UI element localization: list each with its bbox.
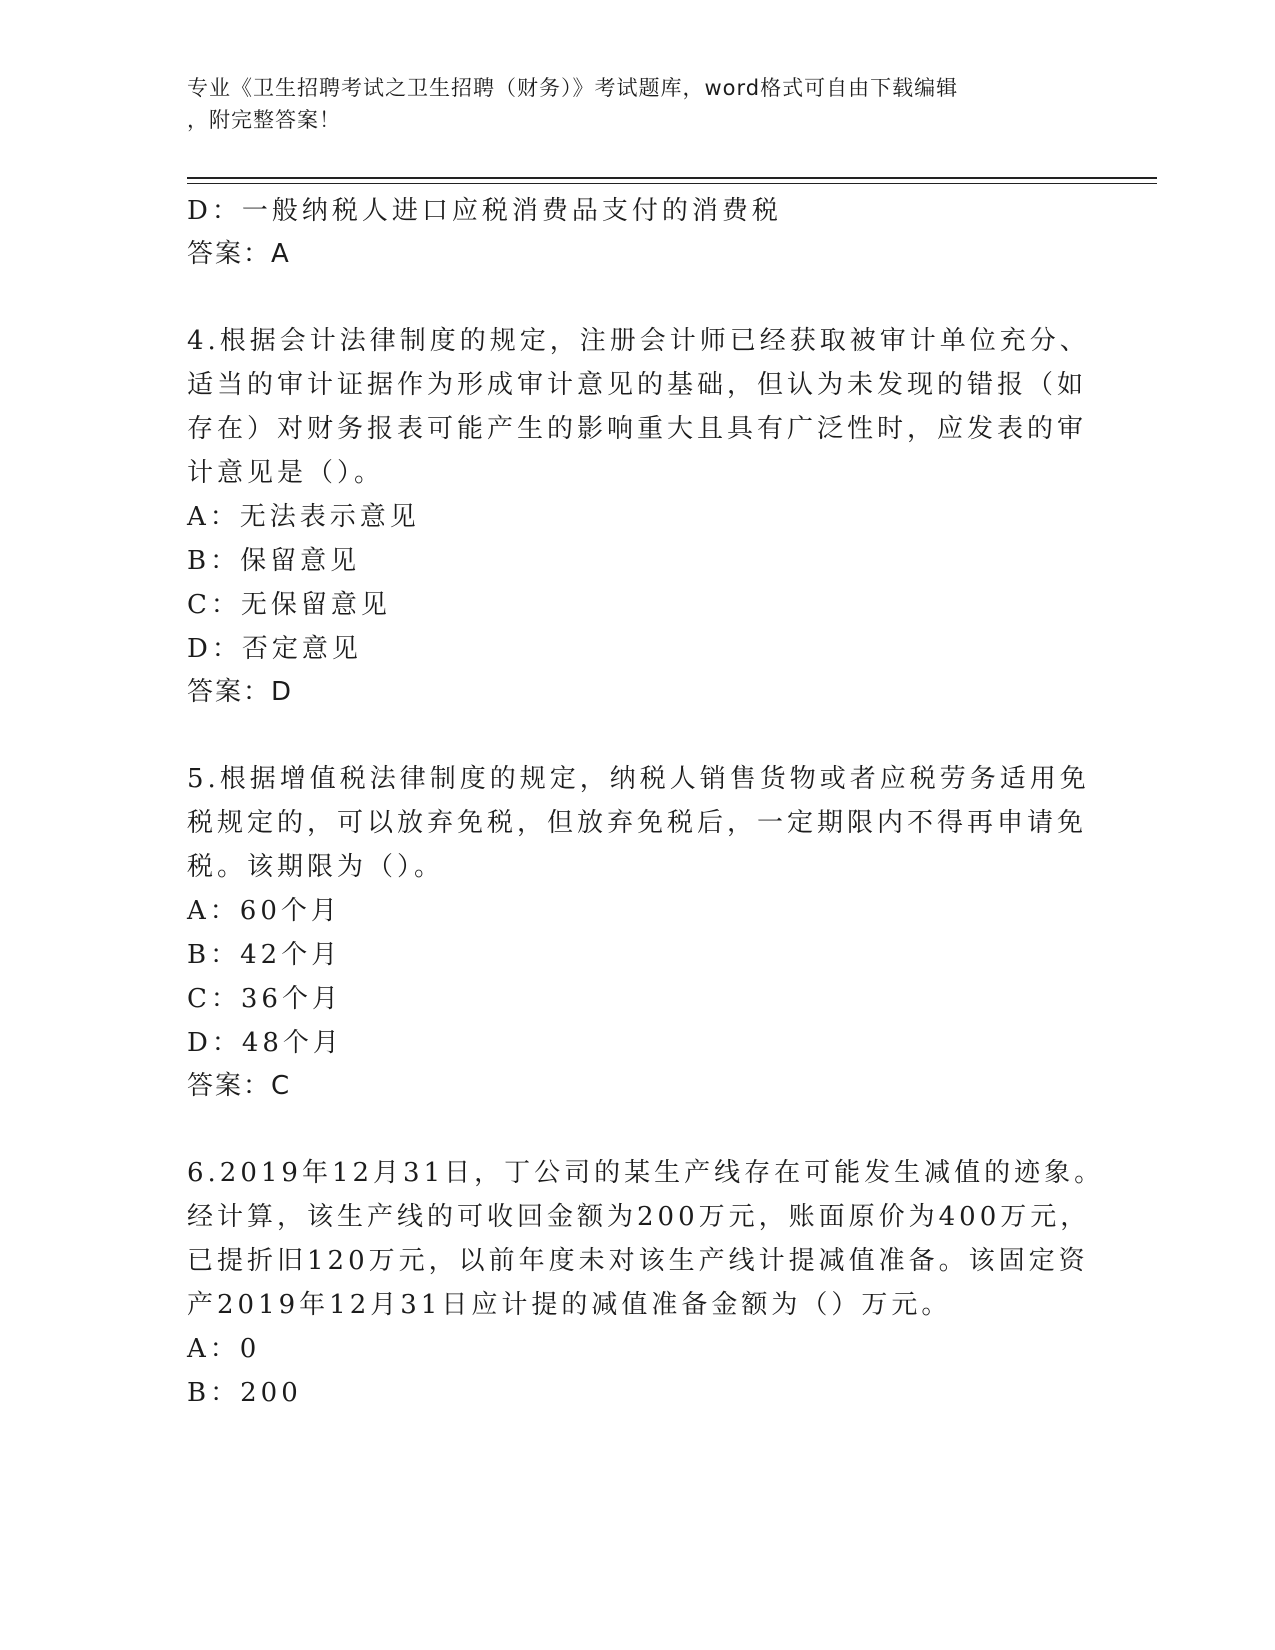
q4-option-b: B：保留意见 (187, 546, 361, 576)
q5-stem-line: 税规定的，可以放弃免税，但放弃免税后，一定期限内不得再申请免 (187, 808, 1088, 838)
page-header (187, 72, 1067, 136)
q5-option-d: D：48个月 (187, 1028, 343, 1058)
q5-option-c: C：36个月 (187, 984, 342, 1014)
q6-option-b: B：200 (187, 1378, 302, 1408)
q5-option-b: B：42个月 (187, 940, 342, 970)
q6-stem-line: 6.2019年12月31日，丁公司的某生产线存在可能发生减值的迹象。 (187, 1158, 1105, 1188)
q6-stem-line: 产2019年12月31日应计提的减值准备金额为（）万元。 (187, 1290, 952, 1320)
q4-stem-line: 4.根据会计法律制度的规定，注册会计师已经获取被审计单位充分、 (187, 326, 1090, 356)
q6-stem-line: 经计算，该生产线的可收回金额为200万元，账面原价为400万元， (187, 1202, 1091, 1232)
q5-option-a: A：60个月 (187, 896, 341, 926)
header-divider (187, 177, 1157, 179)
q4-stem-line: 适当的审计证据作为形成审计意见的基础，但认为未发现的错报（如 (187, 370, 1088, 400)
q4-option-c: C：无保留意见 (187, 590, 391, 620)
header-line-2: ，附完整答案！ (187, 108, 341, 132)
q5-stem-line: 税。该期限为（）。 (187, 852, 445, 882)
q4-option-d: D：否定意见 (187, 634, 362, 664)
q3-answer: 答案：A (187, 239, 291, 269)
q5-stem-line: 5.根据增值税法律制度的规定，纳税人销售货物或者应税劳务适用免 (187, 764, 1090, 794)
q4-option-a: A：无法表示意见 (187, 502, 420, 532)
header-divider-thin (187, 183, 1157, 184)
q4-answer: 答案：D (187, 677, 294, 707)
q6-option-a: A：0 (187, 1334, 261, 1364)
q3-option-d: D：一般纳税人进口应税消费品支付的消费税 (187, 196, 782, 226)
q6-stem-line: 已提折旧120万元，以前年度未对该生产线计提减值准备。该固定资 (187, 1246, 1089, 1276)
q4-stem-line: 计意见是（）。 (187, 458, 385, 488)
q5-answer: 答案：C (187, 1071, 292, 1101)
q4-stem-line: 存在）对财务报表可能产生的影响重大且具有广泛性时，应发表的审 (187, 414, 1088, 444)
header-line-1: 专业《卫生招聘考试之卫生招聘（财务）》考试题库，word格式可自由下载编辑 (187, 76, 959, 100)
